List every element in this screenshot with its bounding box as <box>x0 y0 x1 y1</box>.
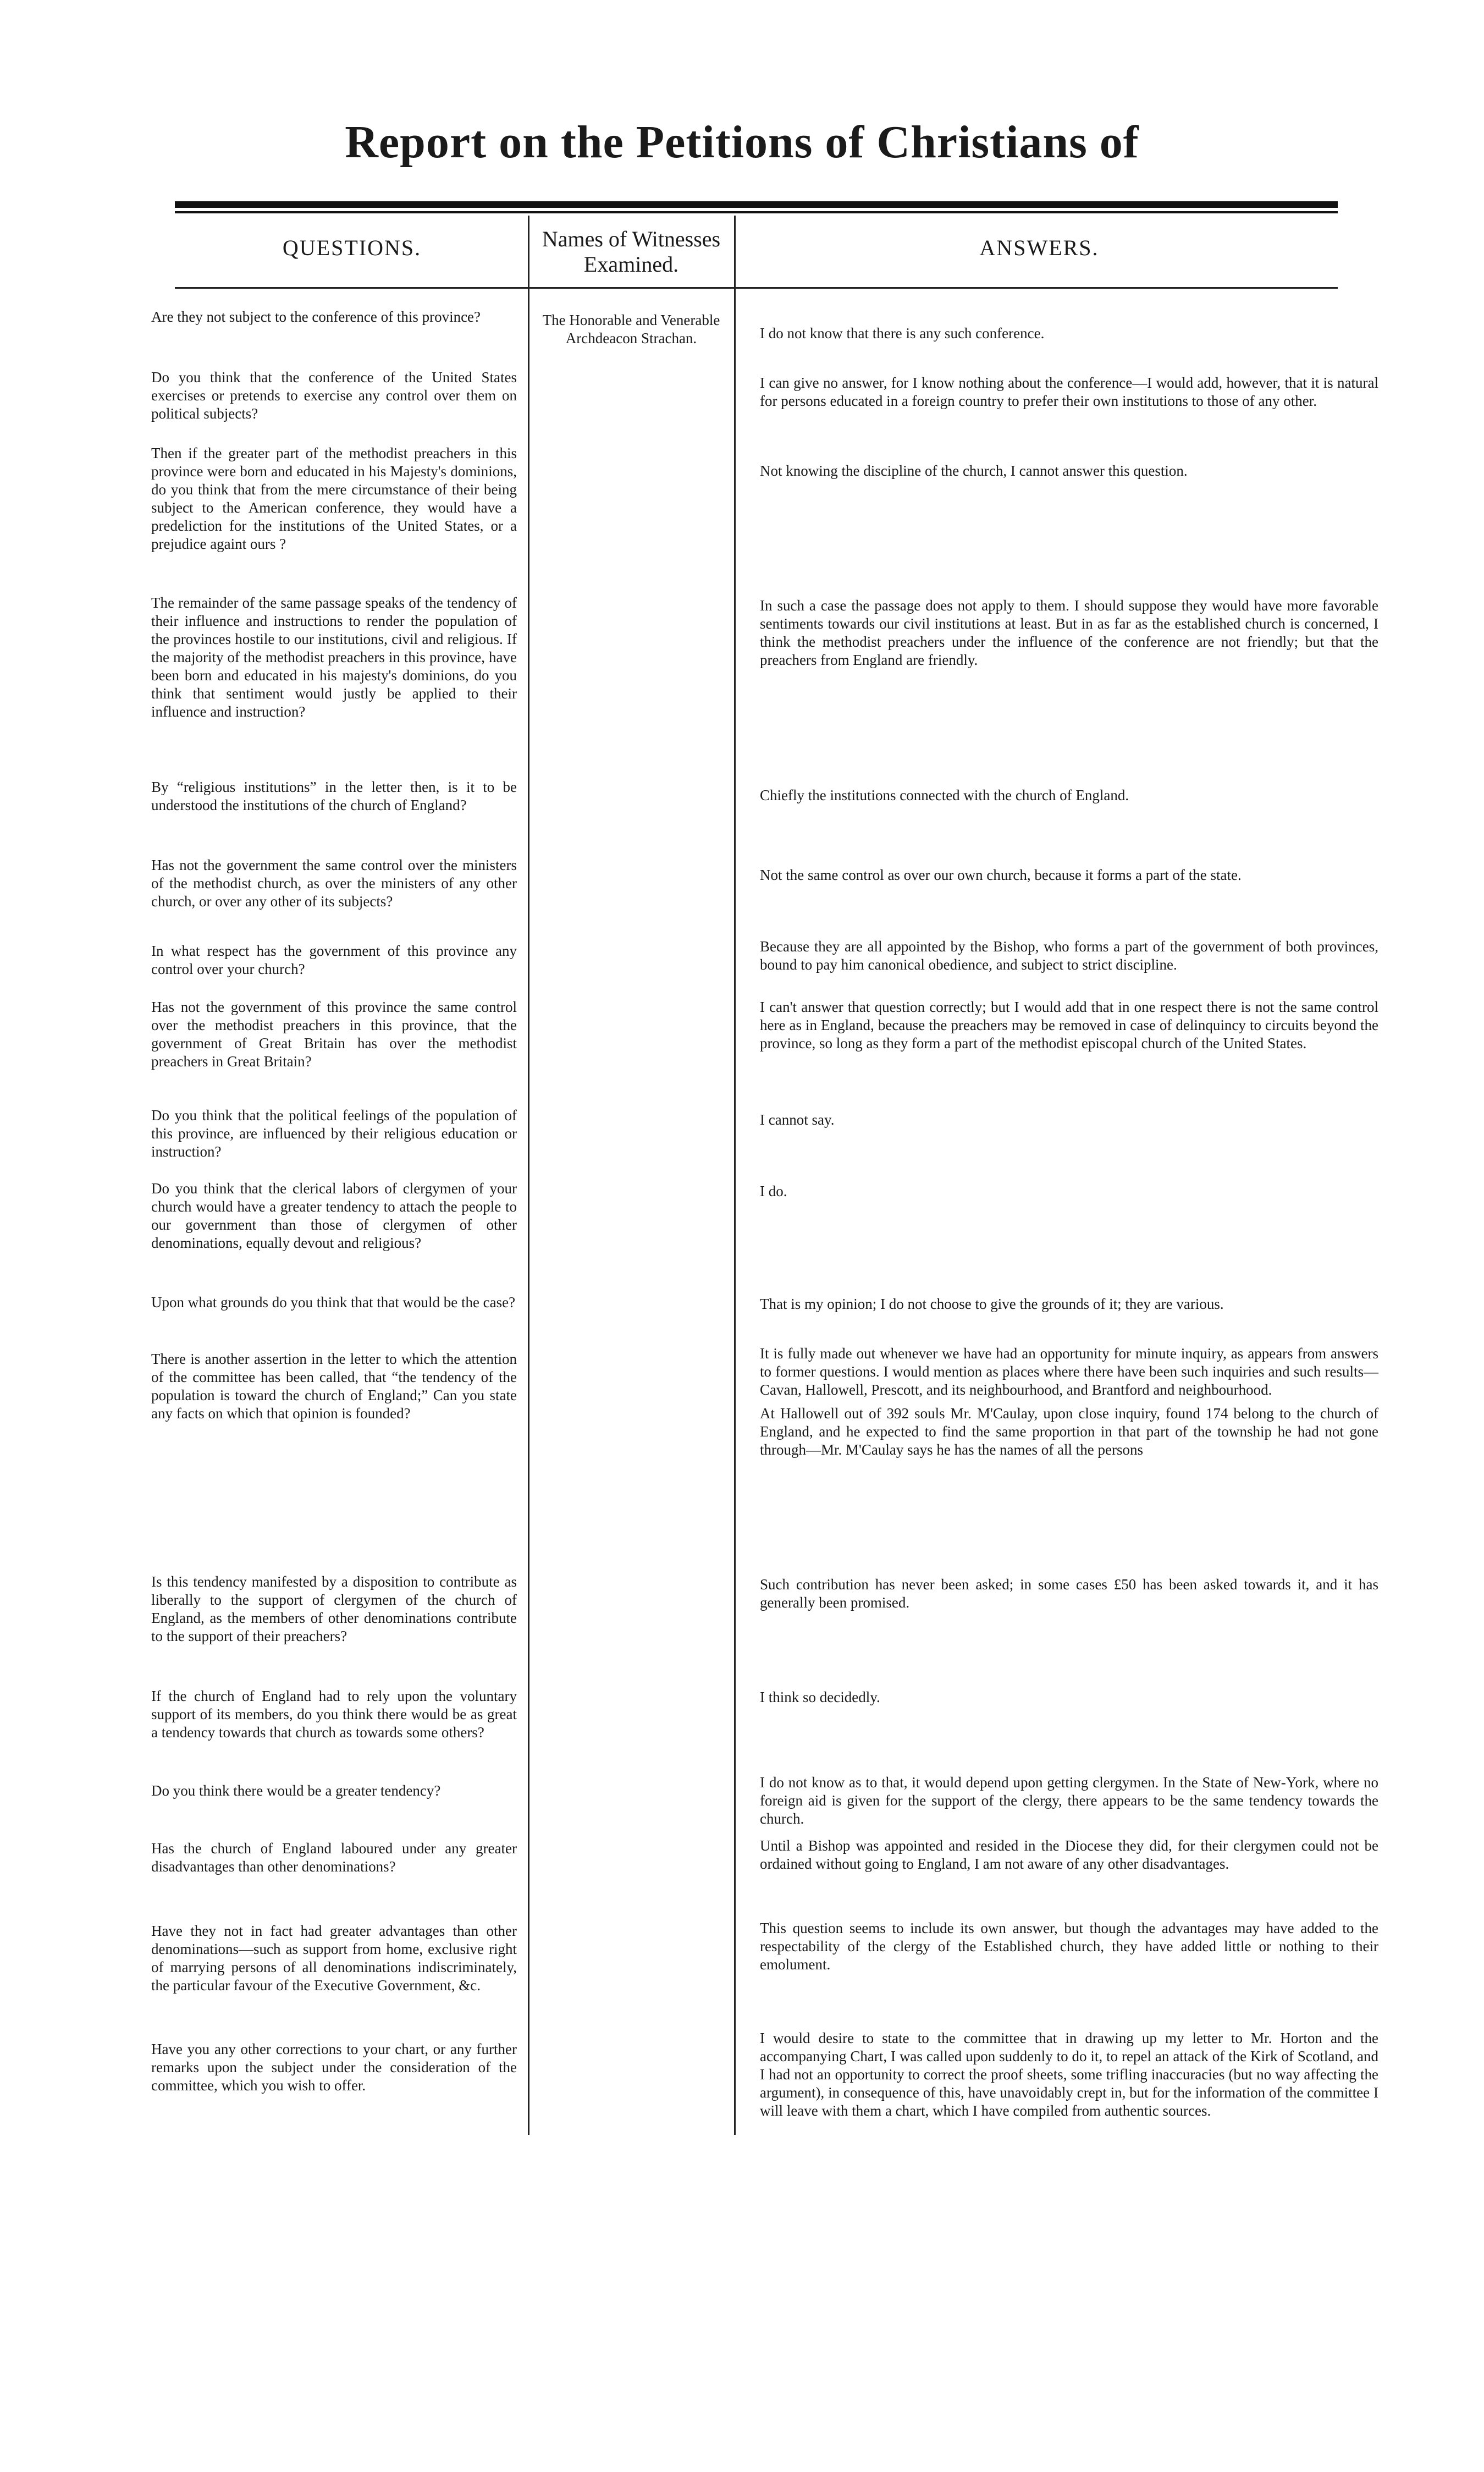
question-text: There is another assertion in the letter to which the attention of the committee has been called, that “the tendency of the population is toward the church of England;” Can you state any facts on which that opinion is founded? <box>151 1351 517 1422</box>
answer-text <box>760 2029 1378 2126</box>
header-rule-thin <box>175 211 1338 213</box>
question-text: Has not the government of this province the same control over the methodist preachers in this province, that the government of Great Britain has over the methodist preachers in Great Britain? <box>151 999 517 1070</box>
answer-text <box>760 1182 1378 1206</box>
answers-column-heading: ANSWERS. <box>979 235 1099 260</box>
answer-text <box>760 998 1378 1058</box>
answer-paragraph: I do not know that there is any such conference. <box>760 325 1045 342</box>
answer-text <box>760 1345 1378 1465</box>
answer-paragraph: This question seems to include its own answer, but though the advantages may have added to the respectability of the clergy of the Established church, they have added little or nothing to their emolument. <box>760 1920 1378 1973</box>
question-text: Has the church of England laboured under any greater disadvantages than other denominations? <box>151 1840 517 1875</box>
answer-paragraph: Chiefly the institutions connected with the church of England. <box>760 787 1129 803</box>
answer-paragraph: I do. <box>760 1183 787 1199</box>
answer-text <box>760 597 1378 675</box>
answer-paragraph: At Hallowell out of 392 souls Mr. M'Caulay, upon close inquiry, found 174 belong to the church of England, and he expected to find the same proportion in that part of the township he had not gone through—Mr. M'Caulay says he has the names of all the persons <box>760 1405 1378 1458</box>
question-text: The remainder of the same passage speaks of the tendency of their influence and instructions to render the population of the provinces hostile to our institutions, civil and religious. If the majority of the methodist preachers in this province, have been born and educated in his majesty's dominions, do you think that sentiment would justly be applied to their influence and instruction? <box>151 594 517 720</box>
answer-paragraph: I would desire to state to the committee that in drawing up my letter to Mr. Horton and the accompanying Chart, I was called upon suddenly to do it, to repel an attack of the Kirk of Scotland, and I had not an opportunity to correct the proof sheets, some trifling inaccuracies (but no way affecting the argument), in consequence of this, have unavoidably crept in, but for the information of the committee I will leave with them a chart, which I have compiled from authentic sources. <box>760 2030 1378 2119</box>
answer-text <box>760 1688 1378 1712</box>
question-text: Has not the government the same control over the ministers of the methodist church, as over the ministers of any other church, or over any other of its subjects? <box>151 857 517 910</box>
answer-paragraph: In such a case the passage does not apply to them. I should suppose they would have more favorable sentiments towards our civil institutions at least. But in as far as the established church is concerned, I think the methodist preachers under the influence of the conference are not friendly; but that the preachers from England are friendly. <box>760 597 1378 668</box>
question-text: By “religious institutions” in the letter then, is it to be understood the institutions of the church of England? <box>151 779 517 813</box>
answer-text <box>760 1774 1378 1834</box>
answer-text <box>760 1576 1378 1617</box>
question-text: Do you think that the political feelings of the population of this province, are influenced by their religious education or instruction? <box>151 1107 517 1160</box>
header-rule-thick <box>175 201 1338 208</box>
answer-text <box>760 938 1378 979</box>
answer-text <box>760 786 1378 810</box>
answer-text <box>760 866 1378 890</box>
page-title: Report on the Petitions of Christians of <box>345 117 1139 168</box>
question-text: Then if the greater part of the methodist preachers in this province were born and educated in his Majesty's dominions, do you think that from the mere circumstance of their being subject to the American conference, they would have a predeliction for the institutions of the United States, or a prejudice againt ours ? <box>151 445 517 552</box>
answer-text <box>760 374 1378 416</box>
question-text: Do you think that the conference of the United States exercises or pretends to exercise any control over them on political subjects? <box>151 369 517 422</box>
answer-paragraph: It is fully made out whenever we have had an opportunity for minute inquiry, as appears from answers to former questions. I would mention as places where there have been such inquiries and such results—Cavan, Hallowell, Prescott, and its neighbourhood, and Brantford and neighbourhood. <box>760 1345 1378 1398</box>
question-text: Is this tendency manifested by a disposition to contribute as liberally to the support of clergymen of the church of England, as the members of other denominations contribute to the support of their preachers? <box>151 1573 517 1644</box>
question-text: Upon what grounds do you think that that would be the case? <box>151 1294 516 1311</box>
answer-text <box>760 462 1378 486</box>
header-row-divider <box>175 287 1338 289</box>
column-divider-right <box>734 216 736 2135</box>
answer-paragraph: Such contribution has never been asked; in some cases £50 has been asked towards it, and it has generally been promised. <box>760 1576 1378 1611</box>
question-text: In what respect has the government of this province any control over your church? <box>151 943 517 977</box>
answer-paragraph: That is my opinion; I do not choose to give the grounds of it; they are various. <box>760 1296 1224 1312</box>
answer-text <box>760 1837 1378 1879</box>
answer-text <box>760 1111 1378 1135</box>
answer-paragraph: Until a Bishop was appointed and resided in the Diocese they did, for their clergymen could not be ordained without going to England, I am not aware of any other disadvantages. <box>760 1837 1378 1872</box>
answer-paragraph: I can't answer that question correctly; but I would add that in one respect there is not the same control here as in England, because the preachers may be removed in case of delinquincy to circuits beyond the province, so long as they form a part of the methodist episcopal church of the United States. <box>760 999 1378 1051</box>
questions-column-heading: QUESTIONS. <box>282 235 422 260</box>
witness-name: The Honorable and Venerable Archdeacon Strachan. <box>542 312 720 346</box>
answer-text <box>760 324 1378 348</box>
answer-text <box>760 1295 1378 1319</box>
answer-paragraph: I cannot say. <box>760 1111 835 1128</box>
answer-paragraph: Not knowing the discipline of the church, I cannot answer this question. <box>760 463 1188 479</box>
question-text: If the church of England had to rely upon the voluntary support of its members, do you think there would be as great a tendency towards that church as towards some others? <box>151 1688 517 1741</box>
answer-paragraph: I can give no answer, for I know nothing about the conference—I would add, however, that it is natural for persons educated in a foreign country to prefer their own institutions to those of any other. <box>760 375 1378 409</box>
witnesses-column-heading: Names of Witnesses Examined. <box>542 227 721 277</box>
answer-paragraph: I do not know as to that, it would depend upon getting clergymen. In the State of New-York, where no foreign aid is given for the support of the clergy, there appears to be the same tendency towards the church. <box>760 1774 1378 1827</box>
answer-text <box>760 1919 1378 1979</box>
column-divider-left <box>528 216 529 2135</box>
question-text: Do you think that the clerical labors of clergymen of your church would have a greater tendency to attach the people to our government than those of clergymen of other denominations, equally devout and religious? <box>151 1180 517 1251</box>
answer-paragraph: Not the same control as over our own church, because it forms a part of the state. <box>760 867 1242 883</box>
question-text: Have they not in fact had greater advantages than other denominations—such as support from home, exclusive right of marrying persons of all denominations indiscriminately, the particular favour of the Executive Government, &c. <box>151 1923 517 1994</box>
question-text: Have you any other corrections to your chart, or any further remarks upon the subject under the consideration of the committee, which you wish to offer. <box>151 2041 517 2094</box>
answer-paragraph: I think so decidedly. <box>760 1689 880 1705</box>
answer-paragraph: Because they are all appointed by the Bishop, who forms a part of the government of both provinces, bound to pay him canonical obedience, and subject to strict discipline. <box>760 938 1378 973</box>
question-text: Are they not subject to the conference of this province? <box>151 309 481 325</box>
question-text: Do you think there would be a greater tendency? <box>151 1782 441 1799</box>
